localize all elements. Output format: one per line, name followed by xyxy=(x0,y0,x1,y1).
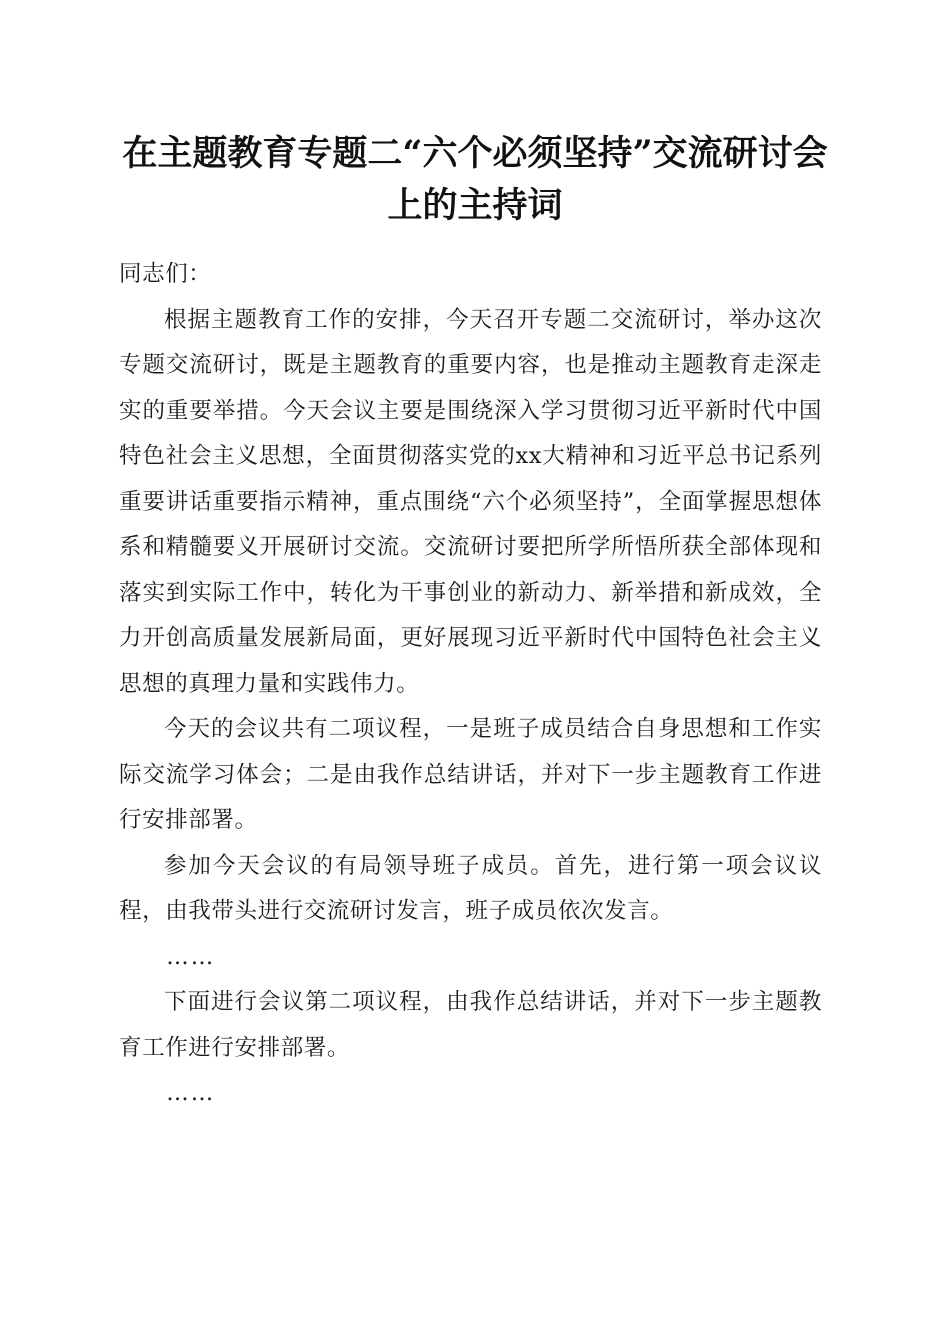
ellipsis-1: …… xyxy=(166,943,216,970)
paragraph-second-item: 下面进行会议第二项议程，由我作总结讲话，并对下一步主题教育工作进行安排部署。 xyxy=(119,989,822,1061)
paragraph-intro: 根据主题教育工作的安排，今天召开专题二交流研讨，举办这次专题交流研讨，既是主题教育的重要内容，也是推动主题教育走深走实的重要举措。今天会议主要是围绕深入学习贯彻习近平新时代中国特色社会主义思想，全面贯彻落实党的xx大精神和习近平总书记系列重要讲话重要指示精神，重点围绕“六个必须坚持”，全面掌握思想体系和精髓要义开展研讨交流。交流研讨要把所学所悟所获全部体现和落实到实际工作中，转化为干事创业的新动力、新举措和新成效，全力开创高质量发展新局面，更好展现习近平新时代中国特色社会主义思想的真理力量和实践伟力。 xyxy=(119,306,822,697)
ellipsis-2: …… xyxy=(166,1080,216,1106)
document-body xyxy=(119,252,822,1117)
salutation: 同志们： xyxy=(119,261,212,287)
paragraph-attendees: 参加今天会议的有局领导班子成员。首先，进行第一项会议议程，由我带头进行交流研讨发言，班子成员依次发言。 xyxy=(119,852,822,924)
paragraph-agenda: 今天的会议共有二项议程，一是班子成员结合自身思想和工作实际交流学习体会；二是由我作总结讲话，并对下一步主题教育工作进行安排部署。 xyxy=(119,716,822,833)
document-title: 在主题教育专题二“六个必须坚持”交流研讨会上的主持词 xyxy=(122,133,828,226)
